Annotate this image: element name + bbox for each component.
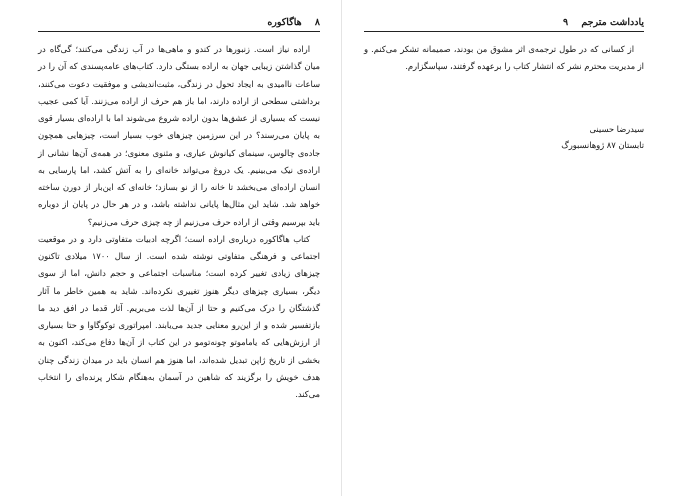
- signature-date-place: تابستان ۸۷ ژوهانسبورگ: [561, 140, 644, 150]
- paragraph: از کسانی که در طول ترجمه‌ی اثر مشوق من بودند، صمیمانه تشکر می‌کنم. و از مدیریت محترم نشر که انتشار کتاب را برعهده گرفتند، سپاسگزارم.: [364, 44, 644, 72]
- paragraph: اراده نیاز است. زنبورها در کندو و ماهی‌ها در آب زندگی می‌کنند؛ گی‌گاه در میان گذاشتن زیبایی جهان به اراده بستگی دارد. کتاب‌های عامه‌پسندی که آن را در ساعات ناامیدی به ایجاد تحول در زندگی، مثبت‌اندیشی و موفقیت دعوت می‌کنند، برداشتی سطحی از اراده دارند، اما باز هم حرف از اراده می‌زنند. آیا کمی عجیب نیست که بسیاری از عشق‌ها بدون اراده شروع می‌شوند اما با اراده‌ای بسیار قوی به پایان می‌رسند؟ در این سرزمین چیزهای خوب بسیار است، چیزهایی همچون جاده‌ی چالوس، سینمای کیانوش عیاری، و مثنوی معنوی؛ در همه‌ی آن‌ها نشانی از اراده‌ی نیک می‌بینیم. یک دروغ می‌تواند خانه‌ای را به آتش کشد، اما پارسایی به انسان اراده‌ای می‌بخشد تا خانه را از نو بسازد؛ خانه‌ای که این‌بار از دورن ساخته خواهد شد. شاید این مثال‌ها پایانی نداشته باشد، و در هر حال در پایان از دوباره باید بپرسیم وقتی از اراده حرف می‌زنیم از چه چیزی حرف می‌زنیم؟: [38, 44, 320, 227]
- page-number: ۸: [314, 16, 320, 28]
- running-title-group: [563, 17, 644, 28]
- page-header: [38, 15, 320, 29]
- header-rule: [364, 31, 644, 32]
- translator-signature: سیدرضا حسینی: [589, 124, 644, 134]
- body-text: [38, 41, 320, 403]
- header-rule: [38, 31, 320, 32]
- page-number: ۹: [563, 16, 569, 28]
- page-header: [364, 15, 644, 29]
- running-title: یادداشت مترجم: [581, 16, 644, 28]
- paragraph: کتاب هاگاکوره درباره‌ی اراده است؛ اگرچه ادبیات متفاوتی دارد و در موقعیت اجتماعی و فرهنگی متفاوتی نوشته شده است. از سال ۱۷۰۰ میلادی تاکنون چیزهای زیادی تغییر کرده است؛ مناسبات اجتماعی و حجم دانش، اما از سوی دیگر، بسیاری چیزهای دیگر هنوز تغییری نکرده‌اند. شاید به همین خاطر ما آثار گذشتگان را درک می‌کنیم و حتا از آن‌ها لذت می‌بریم. آثار قدما در افق دید ما بازتفسیر شده و از این‌رو معنایی جدید می‌یابند. امپراتوری توکوگاوا و حتا بسیاری از ارزش‌هایی که یاماموتو چونه‌تومو در این کتاب از آن‌ها دفاع می‌کند، اکنون به بخشی از تاریخ ژاپن تبدیل شده‌اند، اما هنوز هم انسان باید در میدان زندگی چنان هدف خویش را برگزیند که شاهین در آسمان به‌هنگام شکار پرنده‌ای را انتخاب می‌کند.: [38, 233, 320, 399]
- right-page: [342, 0, 684, 496]
- running-title: هاگاکوره: [267, 16, 302, 28]
- running-title-group: [267, 17, 320, 28]
- body-text: [364, 41, 644, 76]
